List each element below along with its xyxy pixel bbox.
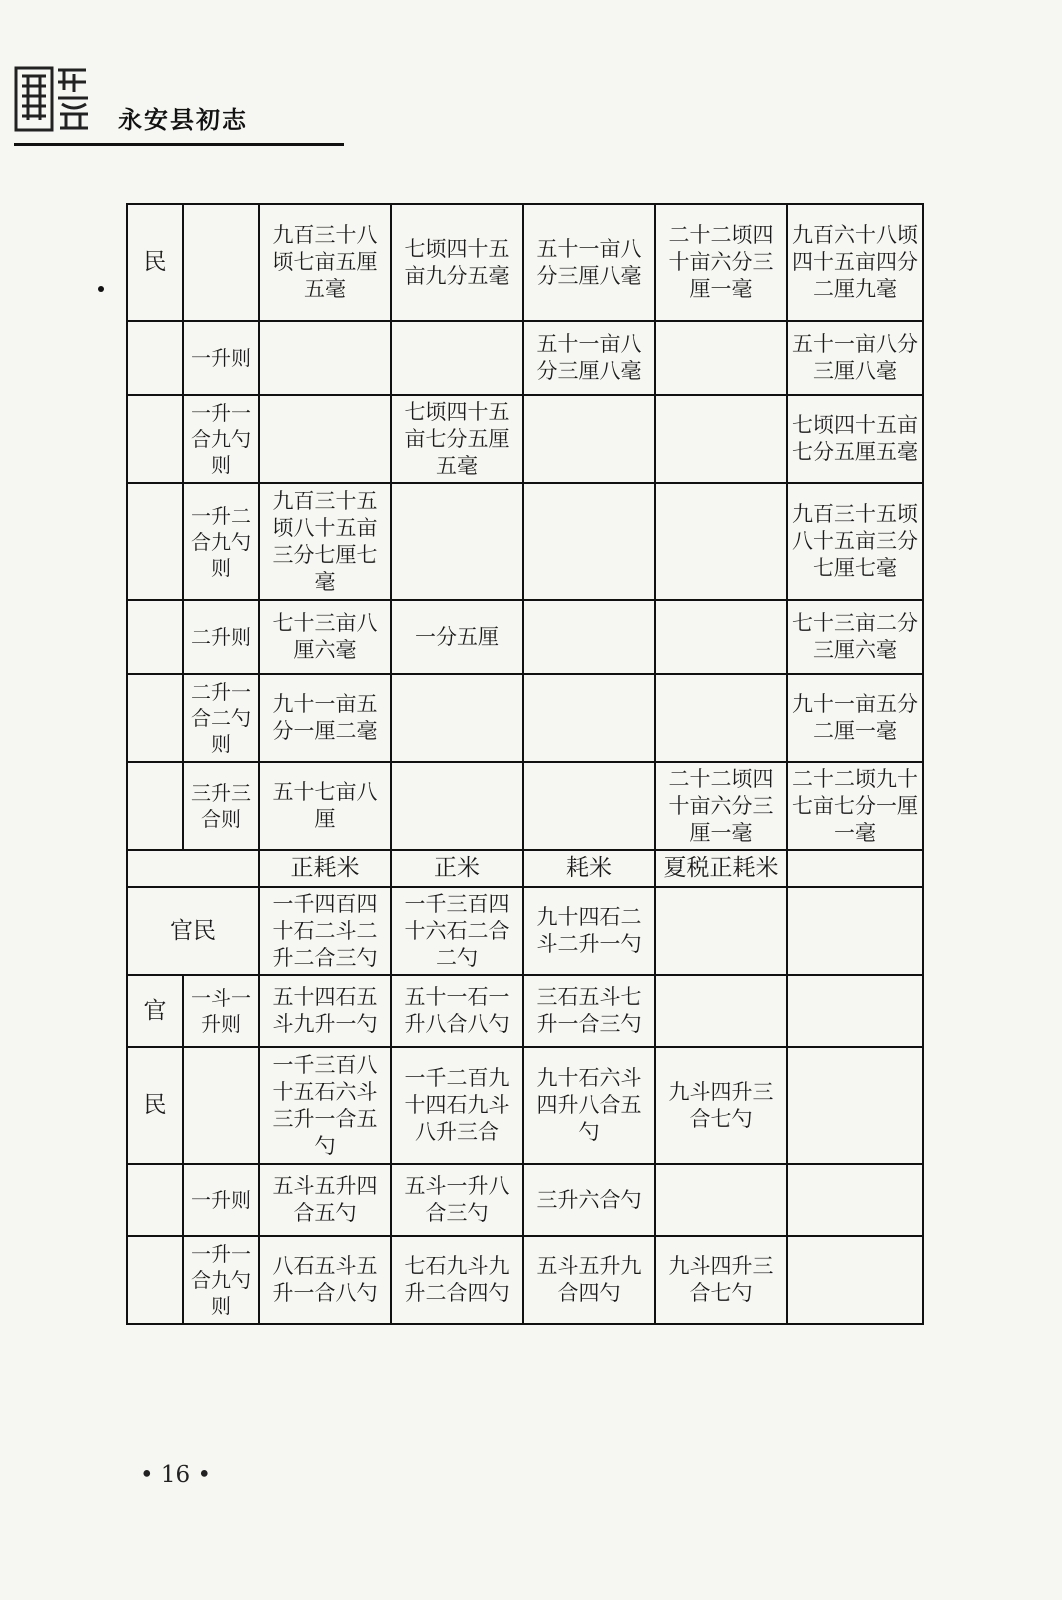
grain-header-row [127,850,923,887]
data-cell: 二十二顷九十七亩七分一厘一毫 [787,762,923,850]
data-cell [787,887,923,975]
category-cell [127,1236,183,1324]
data-cell [391,483,523,600]
data-cell: 七十三亩二分三厘六毫 [787,600,923,674]
data-cell [655,674,787,762]
rate-cell: 二升一合二勺则 [183,674,259,762]
category-cell [127,321,183,395]
data-cell: 九斗四升三合七勺 [655,1047,787,1164]
category-cell: 民 [127,1047,183,1164]
data-cell [523,483,655,600]
data-cell: 五十一亩八分三厘八毫 [787,321,923,395]
category-cell [127,762,183,850]
table-row [127,1236,923,1324]
data-cell: 五十一亩八分三厘八毫 [523,321,655,395]
data-cell [787,1164,923,1236]
data-cell [523,395,655,483]
rate-cell: 一升则 [183,1164,259,1236]
data-cell: 五十七亩八厘 [259,762,391,850]
category-cell [127,600,183,674]
data-cell: 九百六十八顷四十五亩四分二厘九毫 [787,204,923,321]
data-cell: 五十一亩八分三厘八毫 [523,204,655,321]
column-header: 夏税正耗米 [655,850,787,887]
data-cell [523,674,655,762]
data-cell [655,600,787,674]
data-cell: 七顷四十五亩七分五厘五毫 [391,395,523,483]
column-header: 正米 [391,850,523,887]
data-cell: 九斗四升三合七勺 [655,1236,787,1324]
data-cell: 一千二百九十四石九斗八升三合 [391,1047,523,1164]
tax-table [126,203,924,1325]
page-number: • 16 • [140,1462,212,1488]
data-cell: 五十一石一升八合八勺 [391,975,523,1047]
table-row [127,395,923,483]
table-row [127,674,923,762]
data-cell [787,1236,923,1324]
category-cell [127,395,183,483]
data-cell [391,674,523,762]
data-cell: 五斗一升八合三勺 [391,1164,523,1236]
data-cell [655,321,787,395]
book-title: 永安县初志 [118,106,248,134]
category-cell [127,1164,183,1236]
data-cell: 三升六合勺 [523,1164,655,1236]
data-cell: 九十石六斗四升八合五勺 [523,1047,655,1164]
margin-dot [98,286,104,292]
data-cell [259,321,391,395]
data-cell: 九百三十五顷八十五亩三分七厘七毫 [259,483,391,600]
data-cell [655,975,787,1047]
data-cell: 五斗五升九合四勺 [523,1236,655,1324]
table-row [127,975,923,1047]
data-cell [655,887,787,975]
category-cell [127,483,183,600]
header-blank-cell [127,850,259,887]
data-cell [523,600,655,674]
category-cell: 官 [127,975,183,1047]
rate-cell: 一升则 [183,321,259,395]
seal-logo [14,64,92,134]
data-cell [523,762,655,850]
rate-cell: 三升三合则 [183,762,259,850]
data-cell [787,975,923,1047]
data-cell [655,483,787,600]
data-cell: 九百三十五顷八十五亩三分七厘七毫 [787,483,923,600]
data-cell: 七顷四十五亩九分五毫 [391,204,523,321]
data-cell [391,762,523,850]
data-cell: 八石五斗五升一合八勺 [259,1236,391,1324]
data-cell: 九十一亩五分一厘二毫 [259,674,391,762]
data-cell: 九百三十八顷七亩五厘五毫 [259,204,391,321]
data-cell [655,395,787,483]
rate-cell: 一斗一升则 [183,975,259,1047]
rate-cell: 二升则 [183,600,259,674]
table-row [127,483,923,600]
data-cell: 一千三百八十五石六斗三升一合五勺 [259,1047,391,1164]
column-header: 正耗米 [259,850,391,887]
table-row [127,1047,923,1164]
data-cell: 二十二顷四十亩六分三厘一毫 [655,204,787,321]
rate-cell: 一升二合九勺则 [183,483,259,600]
table-row [127,1164,923,1236]
data-cell [259,395,391,483]
table-row [127,600,923,674]
data-cell: 一千四百四十石二斗二升二合三勺 [259,887,391,975]
data-cell: 三石五斗七升一合三勺 [523,975,655,1047]
data-cell: 一分五厘 [391,600,523,674]
rate-cell [183,1047,259,1164]
data-cell [787,1047,923,1164]
rate-cell: 一升一合九勺则 [183,395,259,483]
data-cell: 七十三亩八厘六毫 [259,600,391,674]
data-cell: 七石九斗九升二合四勺 [391,1236,523,1324]
column-header [787,850,923,887]
table-row [127,204,923,321]
data-cell: 九十四石二斗二升一勺 [523,887,655,975]
category-cell: 民 [127,204,183,321]
data-cell: 九十一亩五分二厘一毫 [787,674,923,762]
table-row [127,762,923,850]
data-cell [655,1164,787,1236]
table-row [127,321,923,395]
data-cell: 五十四石五斗九升一勺 [259,975,391,1047]
category-cell: 官民 [127,887,259,975]
rate-cell [183,204,259,321]
rate-cell: 一升一合九勺则 [183,1236,259,1324]
data-cell [391,321,523,395]
header-divider [14,143,344,146]
data-cell: 一千三百四十六石二合二勺 [391,887,523,975]
data-cell: 二十二顷四十亩六分三厘一毫 [655,762,787,850]
category-cell [127,674,183,762]
data-cell: 五斗五升四合五勺 [259,1164,391,1236]
data-cell: 七顷四十五亩七分五厘五毫 [787,395,923,483]
table-row [127,887,923,975]
column-header: 耗米 [523,850,655,887]
